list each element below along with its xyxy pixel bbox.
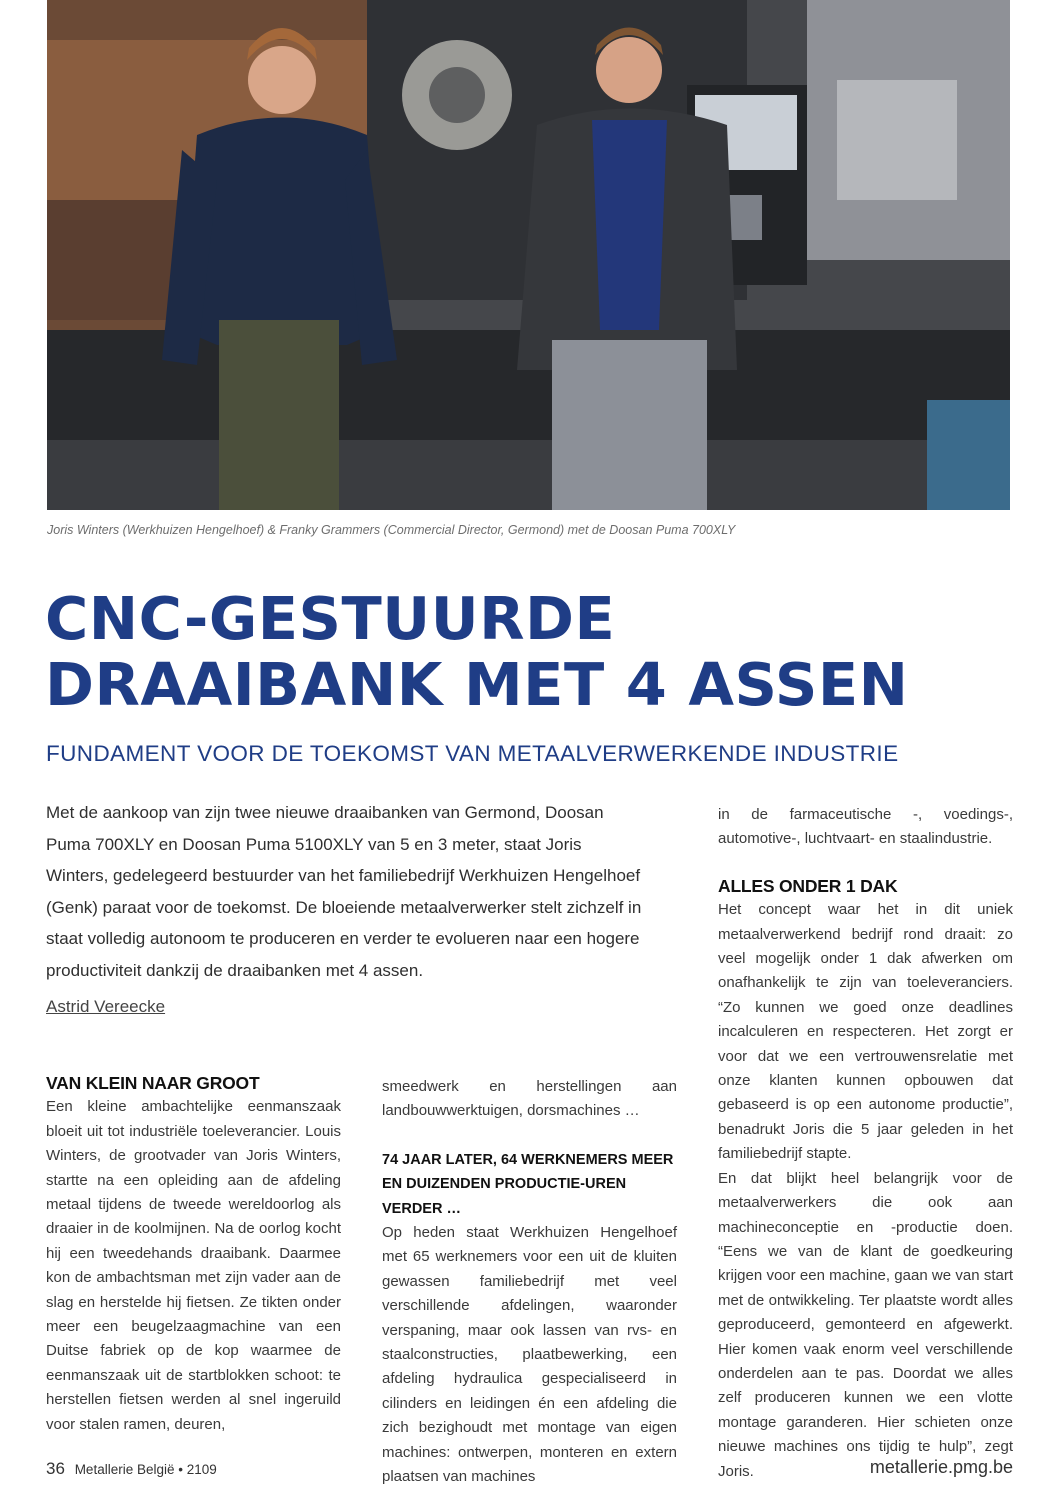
section-text-van-klein-naar-groot: Een kleine ambachtelijke eenmanszaak bloeit uit tot industriële toeleverancier. Louis Winters, de grootvader van Joris Winters, startte na een opleiding aan de afdeling metaal tijdens de tweede wereldoorlog als draaier in de koolmijnen. Na de oorlog kocht hij een tweedehands draaibank. Daarmee kon de ambachtsman met zijn vader aan de slag en herstelde hij fietsen. Ze tikten onder meer een beugelzaagmachine van een Duitse fabriek op de kop waarmee de eenmanszaak uit de startblokken schoot: te herstellen fietsen werden al snel ingeruild voor stalen ramen, deuren, [46,1098,341,1433]
hero-photo-illustration [47,0,1010,510]
section-heading-74-jaar-later: 74 JAAR LATER, 64 WERKNEMERS MEER EN DUIZENDEN PRODUCTIE-UREN VERDER … [382,1151,674,1217]
article-title-line-1: CNC-GESTUURDE [45,584,616,653]
section-text-74-jaar-later: Op heden staat Werkhuizen Hengelhoef met 65 werknemers voor een uit de kluiten gewassen familiebedrijf met veel verschillende afdelingen, waaronder verspaning, maar ook lassen van rvs- en staalconstructies, plaatbewerking, een afdeling hydraulica gespecialiseerd in cilinders en leidingen én een afdeling die zich bezighoudt met montage van eigen machines: ontwerpen, monteren en extern plaatsen van machines [382,1224,677,1486]
column-3 [718,803,1013,1484]
section-heading-van-klein-naar-groot: VAN KLEIN NAAR GROOT [46,1073,260,1093]
section-text-alles-onder-1-dak-1: Het concept waar het in dit uniek metaalverwerkend bedrijf rond draait: zo veel mogelijk onder 1 dak afwerken om onafhankelijk te zijn van toeleveranciers. “Zo kunnen we goed onze deadlines incalculeren en respecteren. Het zorgt er voor dat we een vertrouwensrelatie met onze klanten kunnen opbouwen dat gebaseerd is op een autonome productie”, benadrukt Joris die 5 jaar geleden in het familiebedrijf stapte. [718,901,1013,1163]
article-title-line-2: DRAAIBANK MET 4 ASSEN [45,650,909,719]
hero-photo [47,0,1010,510]
article-title [45,586,1025,718]
page-number: 36 [46,1459,65,1478]
column-2 [382,1075,677,1490]
article-author: Astrid Vereecke [46,997,166,1016]
photo-caption: Joris Winters (Werkhuizen Hengelhoef) & Franky Grammers (Commercial Director, Germond) met de Doosan Puma 700XLY [47,523,736,537]
column-3-continuation: in de farmaceutische -, voedings-, automotive-, luchtvaart- en staalindustrie. [718,806,1013,848]
footer-website[interactable]: metallerie.pmg.be [869,1457,1013,1477]
publication-name: Metallerie België • 2109 [74,1462,217,1477]
footer-left [46,1459,217,1479]
column-2-continuation: smeedwerk en herstellingen aan landbouwwerktuigen, dorsmachines … [382,1078,677,1120]
article-lead: Met de aankoop van zijn twee nieuwe draaibanken van Germond, Doosan Puma 700XLY en Doosan Puma 5100XLY van 5 en 3 meter, staat Joris Winters, gedelegeerd bestuurder van het familiebedrijf Werkhuizen Hengelhoef (Genk) paraat voor de toekomst. De bloeiende metaalverwerker stelt zichzelf in staat volledig autonoom te produceren en verder te evolueren naar een hogere productiviteit dankzij de draaibanken met 4 assen. [46,803,642,980]
column-1 [46,1071,341,1437]
article-subtitle: FUNDAMENT VOOR DE TOEKOMST VAN METAALVERWERKENDE INDUSTRIE [46,741,899,766]
section-text-alles-onder-1-dak-2: En dat blijkt heel belangrijk voor de metaalverwerkers die ook aan machineconceptie en -productie doen. “Eens we van de klant de goedkeuring krijgen voor een machine, gaan we van start met de ontwikkeling. Ter plaatste wordt alles geproduceerd, gemonteerd en afgewerkt. Hier komen vaak enorm veel verschillende onderdelen aan te pas. Doordat we alles zelf produceren kunnen we een vlotte montage garanderen. Hier schieten onze nieuwe machines ons tijdig te hulp”, zegt Joris. [718,1169,1013,1480]
section-heading-alles-onder-1-dak: ALLES ONDER 1 DAK [718,875,898,896]
